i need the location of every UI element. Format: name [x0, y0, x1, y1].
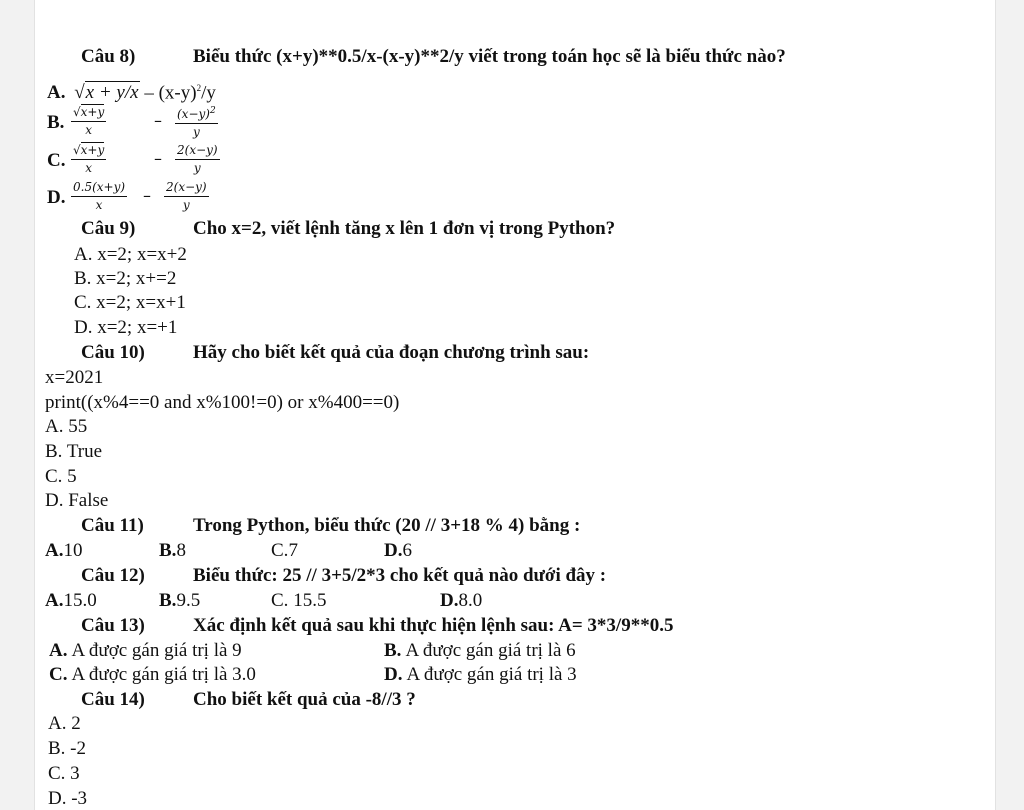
q9-option-b: B. x=2; x+=2 — [74, 268, 177, 289]
sqrt-expression: √x + y/x — [74, 82, 139, 104]
q12-option-c: C. 15.5 — [271, 590, 327, 611]
question-number: Câu 11) — [81, 515, 144, 536]
question-14 — [81, 689, 416, 711]
question-text: Cho biết kết quả của -8//3 ? — [193, 689, 416, 710]
q8-option-d-fraction-1: $\frac{0.5(x+y)}{x}$ — [73, 180, 126, 212]
document-page — [34, 0, 996, 810]
question-number: Câu 14) — [81, 689, 145, 710]
q13-option-d: D. A được gán giá trị là 3 — [384, 664, 577, 685]
question-12 — [81, 565, 606, 587]
question-13 — [81, 615, 673, 637]
sqrt-icon: √ — [74, 82, 85, 104]
question-text: Hãy cho biết kết quả của đoạn chương trình sau: — [193, 342, 590, 363]
q11-option-d: D.6 — [384, 540, 412, 561]
question-number: Câu 8) — [81, 46, 136, 67]
minus-sign: – — [143, 186, 151, 205]
q8-option-d-label: D. — [47, 187, 66, 208]
question-number: Câu 12) — [81, 565, 145, 586]
question-text: Trong Python, biểu thức (20 // 3+18 % 4) bằng : — [193, 515, 581, 536]
minus-sign: – — [154, 111, 162, 130]
q10-option-b: B. True — [45, 441, 103, 462]
q12-option-b: B.9.5 — [159, 590, 201, 611]
code-line-2: print((x%4==0 and x%100!=0) or x%400==0) — [45, 392, 400, 413]
q9-option-c: C. x=2; x=x+1 — [74, 292, 186, 313]
q10-option-d: D. False — [45, 490, 109, 511]
q8-option-c-fraction-1: $\frac{√x+y}{x}$ — [73, 143, 105, 175]
q12-option-d: D.8.0 — [440, 590, 483, 611]
option-label: A. — [47, 82, 66, 104]
q9-option-a: A. x=2; x=x+2 — [74, 244, 187, 265]
q11-option-b: B.8 — [159, 540, 186, 561]
q8-option-b-label: B. — [47, 112, 65, 133]
minus-sign: – — [154, 149, 162, 168]
q11-option-a: A.10 — [45, 540, 83, 561]
q10-option-a: A. 55 — [45, 416, 88, 437]
q8-option-d-fraction-2: $\frac{2(x-y)}{y}$ — [166, 180, 207, 212]
q8-option-c-label: C. — [47, 150, 66, 171]
question-10 — [81, 342, 589, 364]
question-text: Biểu thức (x+y)**0.5/x-(x-y)**2/y viết trong toán học sẽ là biểu thức nào? — [193, 46, 786, 67]
question-text: Cho x=2, viết lệnh tăng x lên 1 đơn vị trong Python? — [193, 218, 616, 239]
question-text: Xác định kết quả sau khi thực hiện lệnh sau: A= 3*3/9**0.5 — [193, 615, 674, 636]
q14-option-d: D. -3 — [48, 788, 88, 809]
q8-option-c-fraction-2: $\frac{2(x-y)}{y}$ — [177, 143, 218, 175]
question-8 — [81, 46, 786, 68]
question-number: Câu 9) — [81, 218, 136, 239]
question-number: Câu 10) — [81, 342, 145, 363]
q14-option-c: C. 3 — [48, 763, 80, 784]
q14-option-a: A. 2 — [48, 713, 81, 734]
q8-option-b-fraction-1: $\frac{√x+y}{x}$ — [73, 105, 105, 137]
q12-option-a: A.15.0 — [45, 590, 97, 611]
q8-option-b-fraction-2: $\frac{(x-y)^2}{y}$ — [177, 106, 216, 139]
q13-option-c: C. A được gán giá trị là 3.0 — [49, 664, 256, 685]
q10-option-c: C. 5 — [45, 466, 77, 487]
q9-option-d: D. x=2; x=+1 — [74, 317, 178, 338]
q13-option-a: A. A được gán giá trị là 9 — [49, 640, 242, 661]
question-11 — [81, 515, 580, 537]
question-number: Câu 13) — [81, 615, 145, 636]
code-line-1: x=2021 — [45, 367, 104, 388]
q11-option-c: C.7 — [271, 540, 298, 561]
sqrt-icon: √ — [73, 143, 81, 157]
question-text: Biểu thức: 25 // 3+5/2*3 cho kết quả nào dưới đây : — [193, 565, 607, 586]
sqrt-icon: √ — [73, 105, 81, 119]
q8-option-a: A. $√x + y/x - (x-y)^2/y$ — [47, 82, 216, 104]
q13-option-b: B. A được gán giá trị là 6 — [384, 640, 576, 661]
question-9 — [81, 218, 615, 240]
q14-option-b: B. -2 — [48, 738, 86, 759]
